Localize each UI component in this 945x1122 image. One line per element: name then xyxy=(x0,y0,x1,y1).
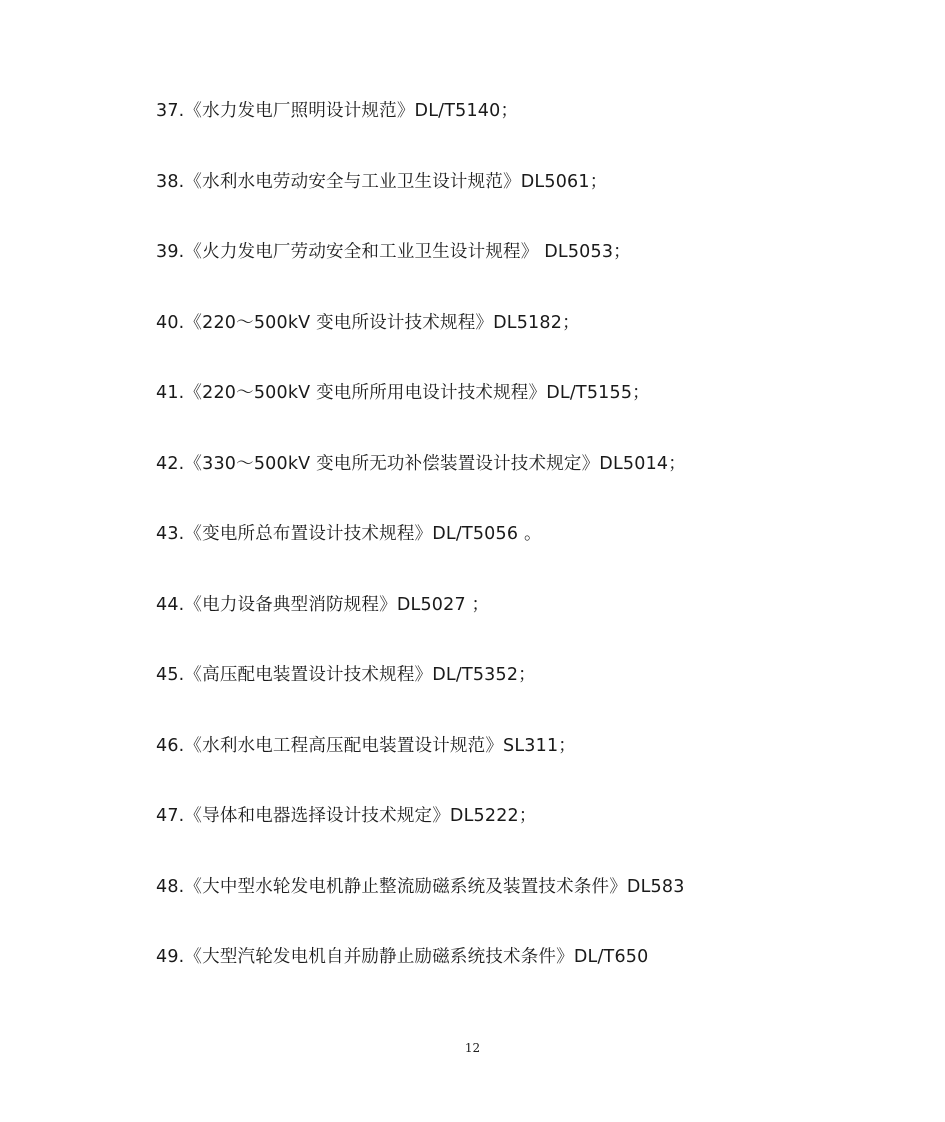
reference-item-44: 44.《电力设备典型消防规程》DL5027 ； xyxy=(156,594,490,615)
reference-item-47: 47.《导体和电器选择设计技术规定》DL5222； xyxy=(156,806,537,826)
page-number: 12 xyxy=(464,1041,481,1055)
reference-item-37: 37.《水力发电厂照明设计规范》DL/T5140； xyxy=(156,101,519,121)
reference-item-39: 39.《火力发电厂劳动安全和工业卫生设计规程》 DL5053； xyxy=(156,242,631,262)
reference-item-38: 38.《水利水电劳动安全与工业卫生设计规范》DL5061； xyxy=(156,171,608,192)
reference-item-45: 45.《高压配电装置设计技术规程》DL/T5352； xyxy=(156,665,536,685)
reference-item-40: 40.《220～500kV 变电所设计技术规程》DL5182； xyxy=(156,312,580,333)
reference-list xyxy=(156,94,686,1011)
reference-item-42: 42.《330～500kV 变电所无功补偿装置设计技术规定》DL5014； xyxy=(156,453,686,474)
reference-item-41: 41.《220～500kV 变电所所用电设计技术规程》DL/T5155； xyxy=(156,383,650,403)
reference-item-49: 49.《大型汽轮发电机自并励静止励磁系统技术条件》DL/T650 xyxy=(156,947,649,967)
reference-item-48: 48.《大中型水轮发电机静止整流励磁系统及装置技术条件》DL583 xyxy=(156,876,685,897)
reference-item-43: 43.《变电所总布置设计技术规程》DL/T5056 。 xyxy=(156,524,542,544)
reference-item-46: 46.《水利水电工程高压配电装置设计规范》SL311； xyxy=(156,735,576,756)
